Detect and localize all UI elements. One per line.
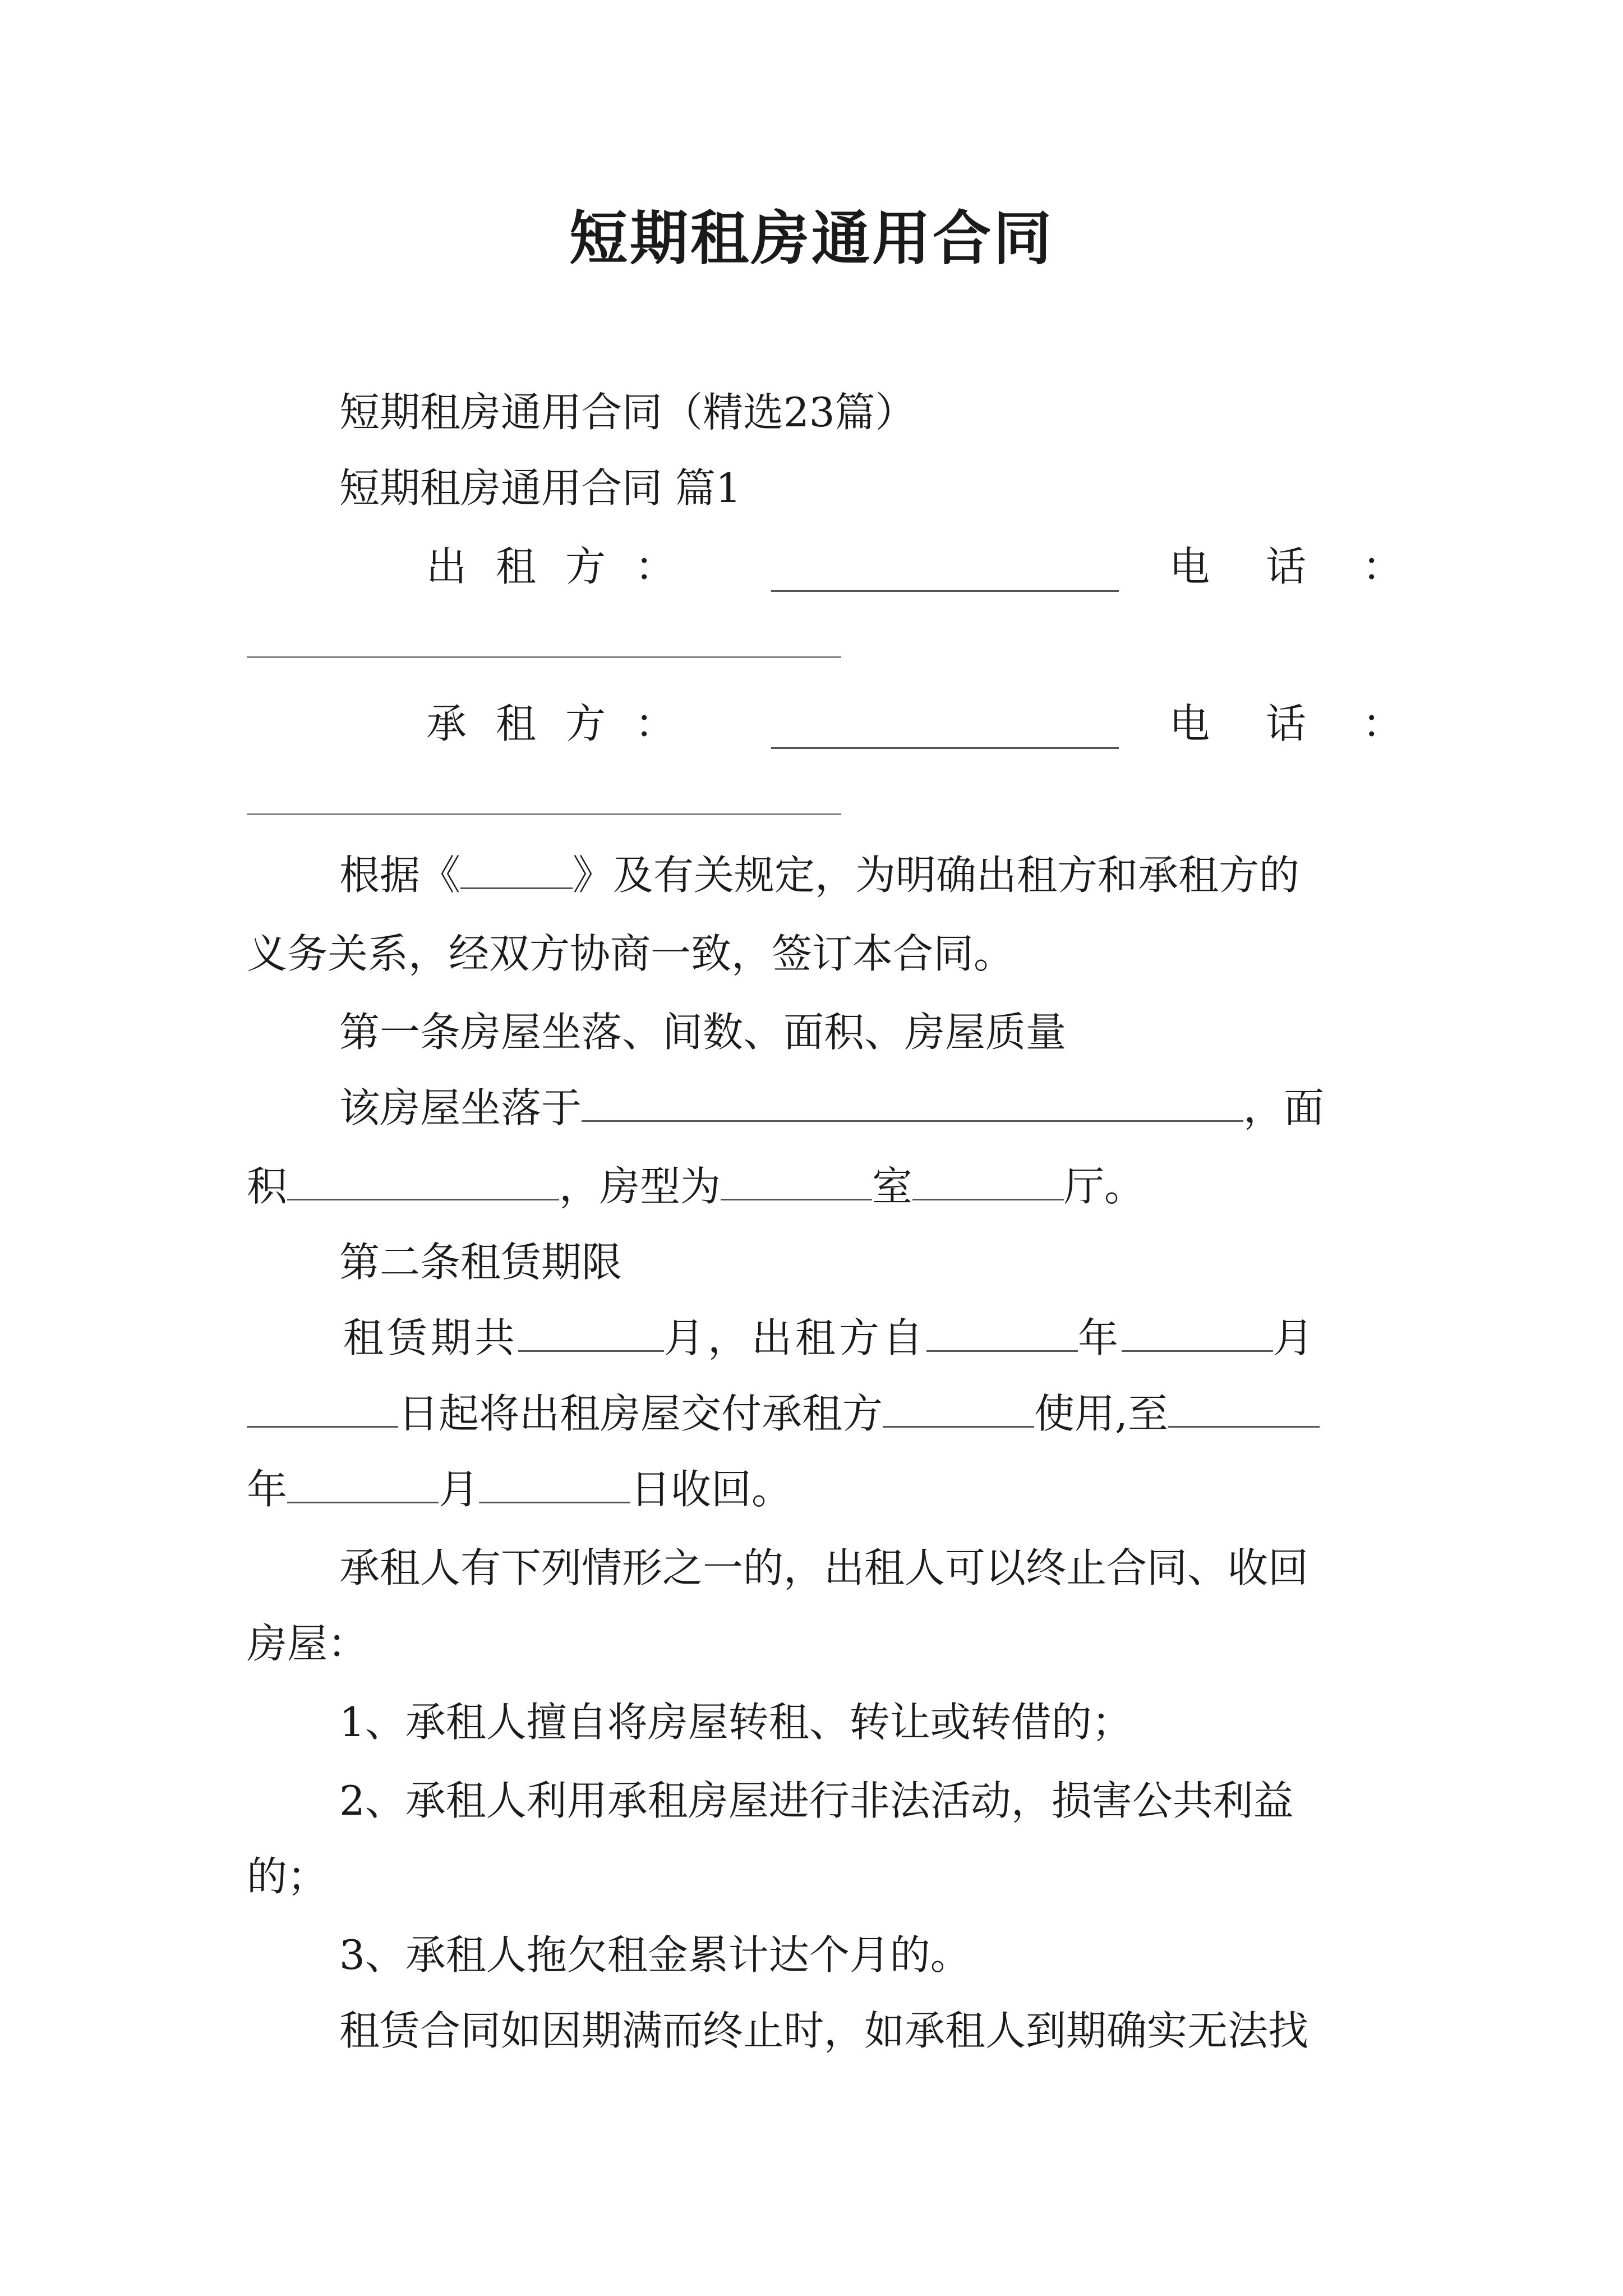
lessor-label: 出租方：: [426, 543, 705, 590]
para-basis-rest: 》及有关规定，为明确出租方和承租方的: [573, 852, 1300, 899]
law-name-blank: [460, 853, 573, 889]
lessee-phone-blank: [247, 813, 841, 815]
termination-item1: 1、承租人擅自将房屋转租、转让或转借的；: [339, 1699, 1132, 1746]
termination-line2: 房屋：: [247, 1620, 368, 1667]
layout-label: ，房型为: [559, 1163, 721, 1210]
return-text: 日收回。: [630, 1466, 792, 1513]
document-title: 短期租房通用合同: [569, 204, 1054, 273]
article2-line3: [247, 1461, 792, 1517]
lessor-name-blank: [771, 555, 1119, 592]
article1-line1: [339, 1080, 1324, 1136]
end-month-blank: [287, 1467, 439, 1503]
article2-line1: [343, 1310, 1317, 1366]
usage-blank: [883, 1391, 1034, 1428]
termination-item2-line2: 的；: [247, 1853, 328, 1900]
termination-line1: 承租人有下列情形之一的，出租人可以终止合同、收回: [339, 1544, 1309, 1591]
termination-item3: 3、承租人拖欠租金累计达个月的。: [339, 1931, 971, 1978]
end-year-unit: 年: [247, 1466, 288, 1513]
hall-unit: 厅。: [1064, 1163, 1145, 1210]
start-year-blank: [926, 1315, 1078, 1352]
end-year-blank-a: [1168, 1391, 1320, 1428]
expiry-paragraph: 租赁合同如因期满而终止时，如承租人到期确实无法找: [339, 2007, 1309, 2054]
area-blank: [287, 1164, 559, 1200]
start-label: 月，出租方自: [664, 1314, 927, 1361]
location-blank: [582, 1085, 1243, 1122]
lessee-phone-label: 电话：: [1169, 700, 1459, 747]
year-unit: 年: [1078, 1314, 1122, 1361]
start-month-blank: [1122, 1315, 1273, 1352]
article1-title: 第一条房屋坐落、间数、面积、房屋质量: [339, 1009, 1067, 1056]
term-label: 租赁期共: [343, 1314, 519, 1361]
handover-text: 日起将出租房屋交付承租方: [398, 1390, 883, 1437]
para-basis-line2: 义务关系，经双方协商一致，签订本合同。: [247, 930, 1015, 977]
start-day-blank: [247, 1391, 398, 1428]
article2-title: 第二条租赁期限: [339, 1239, 623, 1286]
para-basis-line1: [339, 847, 1299, 903]
termination-item2-line1: 2、承租人利用承租房屋进行非法活动，损害公共利益: [339, 1777, 1294, 1824]
lessor-phone-label: 电话：: [1169, 543, 1459, 590]
area-label-end: 积: [247, 1163, 288, 1210]
location-label: 该房屋坐落于: [339, 1084, 582, 1131]
room-unit: 室: [872, 1163, 913, 1210]
article1-line2: [247, 1158, 1145, 1214]
halls-blank: [912, 1164, 1064, 1200]
para-basis-start: 根据《: [339, 852, 461, 899]
end-month-unit: 月: [439, 1466, 479, 1513]
lessee-name-blank: [771, 712, 1119, 749]
area-label-start: ，面: [1243, 1084, 1325, 1131]
chapter-heading: 短期租房通用合同 篇1: [339, 464, 741, 512]
end-day-blank: [479, 1467, 630, 1503]
term-months-blank: [518, 1315, 664, 1352]
subtitle: 短期租房通用合同（精选23篇）: [339, 389, 916, 436]
rooms-blank: [721, 1164, 872, 1200]
month-unit: 月: [1273, 1314, 1317, 1361]
lessee-label: 承租方：: [426, 700, 705, 747]
article2-line2: [247, 1386, 1320, 1442]
usage-text: 使用,至: [1034, 1390, 1168, 1437]
lessor-phone-blank: [247, 656, 841, 658]
